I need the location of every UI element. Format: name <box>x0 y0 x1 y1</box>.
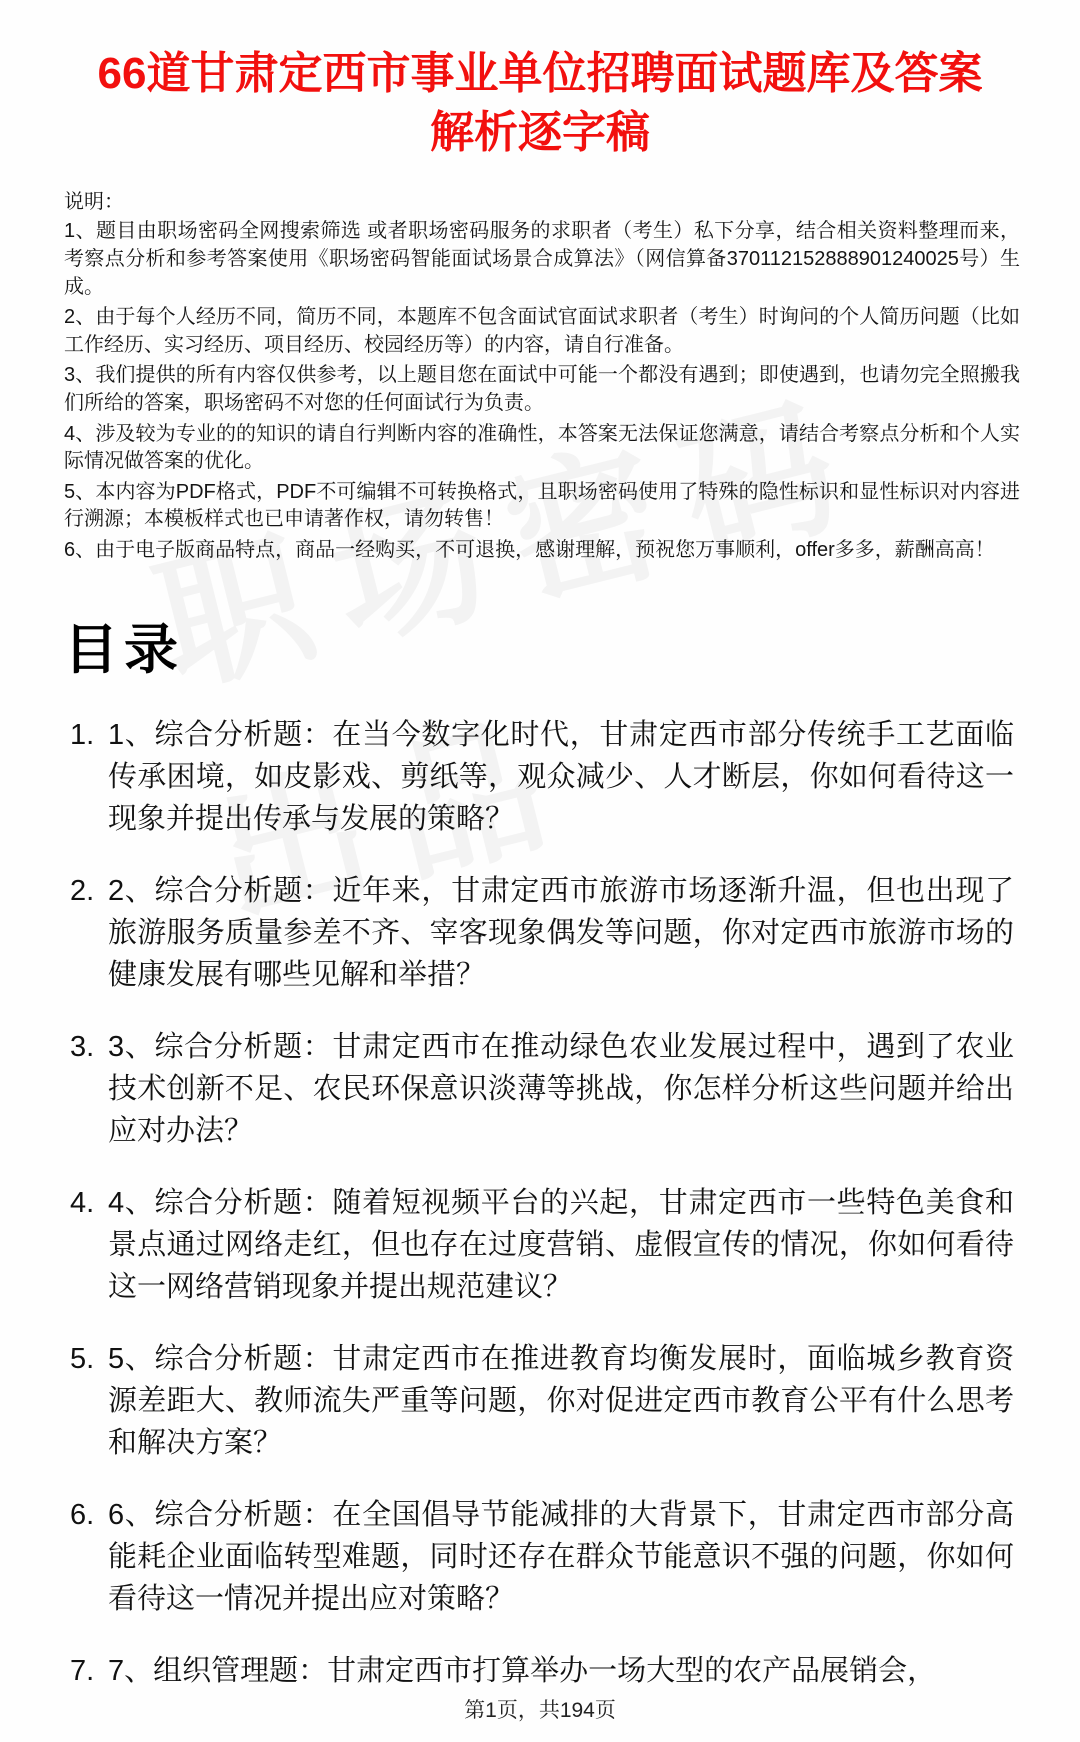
toc-item <box>70 1182 1014 1308</box>
note-item-6: 6、由于电子版商品特点，商品一经购买，不可退换，感谢理解，预祝您万事顺利，offer多多，薪酬高高！ <box>64 538 995 561</box>
toc-heading: 目录 <box>64 619 184 680</box>
toc-item-text: 3、综合分析题：甘肃定西市在推动绿色农业发展过程中，遇到了农业技术创新不足、农民环保意识淡薄等挑战，你怎样分析这些问题并给出应对办法？ <box>108 1030 1014 1147</box>
toc-item-number: 1. <box>70 718 95 751</box>
note-item-1: 1、题目由职场密码全网搜索筛选 或者职场密码服务的求职者（考生）私下分享，结合相关资料整理而来，考察点分析和参考答案使用《职场密码智能面试场景合成算法》（网信算备370112152888901240025号）生成。 <box>64 220 1020 298</box>
note-item-5: 5、本内容为PDF格式，PDF不可编辑不可转换格式，且职场密码使用了特殊的隐性标识和显性标识对内容进行溯源；本模板样式也已申请著作权，请勿转售！ <box>64 480 1020 531</box>
toc-item-number: 2. <box>70 874 95 907</box>
toc-item-text: 2、综合分析题：近年来，甘肃定西市旅游市场逐渐升温，但也出现了旅游服务质量参差不齐、宰客现象偶发等问题，你对定西市旅游市场的健康发展有哪些见解和举措？ <box>108 874 1014 991</box>
note-item-3: 3、我们提供的所有内容仅供参考，以上题目您在面试中可能一个都没有遇到；即使遇到，也请勿完全照搬我们所给的答案，职场密码不对您的任何面试行为负责。 <box>64 364 1020 414</box>
page-footer: 第1页，共194页 <box>464 1699 616 1723</box>
toc-item-text: 4、综合分析题：随着短视频平台的兴起，甘肃定西市一些特色美食和景点通过网络走红，但也存在过度营销、虚假宣传的情况，你如何看待这一网络营销现象并提出规范建议？ <box>108 1186 1014 1304</box>
toc-item <box>70 1026 1014 1152</box>
toc-item-number: 5. <box>70 1343 95 1376</box>
notes-label: 说明： <box>64 190 124 213</box>
toc-item-number: 4. <box>70 1186 95 1219</box>
toc-item-text: 1、综合分析题：在当今数字化时代，甘肃定西市部分传统手工艺面临传承困境，如皮影戏、剪纸等，观众减少、人才断层，你如何看待这一现象并提出传承与发展的策略？ <box>108 718 1014 835</box>
toc-item <box>70 870 1014 996</box>
toc-item-number: 7. <box>70 1655 95 1688</box>
note-item-4: 4、涉及较为专业的的知识的请自行判断内容的准确性，本答案无法保证您满意，请结合考察点分析和个人实际情况做答案的优化。 <box>64 422 1020 473</box>
toc-item-text: 5、综合分析题：甘肃定西市在推进教育均衡发展时，面临城乡教育资源差距大、教师流失严重等问题，你对促进定西市教育公平有什么思考和解决方案？ <box>108 1343 1014 1460</box>
page-title <box>70 44 1010 163</box>
toc-item <box>70 714 1014 840</box>
toc-item <box>70 1338 1014 1464</box>
toc-item-number: 6. <box>70 1499 95 1532</box>
toc-item-text: 7、组织管理题：甘肃定西市打算举办一场大型的农产品展销会， <box>108 1655 937 1688</box>
toc-item <box>70 1650 1014 1692</box>
toc-item-text: 6、综合分析题：在全国倡导节能减排的大背景下，甘肃定西市部分高能耗企业面临转型难题，同时还存在群众节能意识不强的问题，你如何看待这一情况并提出应对策略？ <box>108 1499 1014 1616</box>
page-title-line2: 解析逐字稿 <box>430 108 650 158</box>
page-title-line1: 66道甘肃定西市事业单位招聘面试题库及答案 <box>97 49 983 98</box>
note-item-2: 2、由于每个人经历不同，简历不同，本题库不包含面试官面试求职者（考生）时询问的个人简历问题（比如工作经历、实习经历、项目经历、校园经历等）的内容，请自行准备。 <box>64 306 1020 356</box>
toc-item <box>70 1494 1014 1620</box>
toc-list <box>60 714 1020 1693</box>
toc-item-number: 3. <box>70 1030 95 1063</box>
notes-section <box>64 189 1020 565</box>
